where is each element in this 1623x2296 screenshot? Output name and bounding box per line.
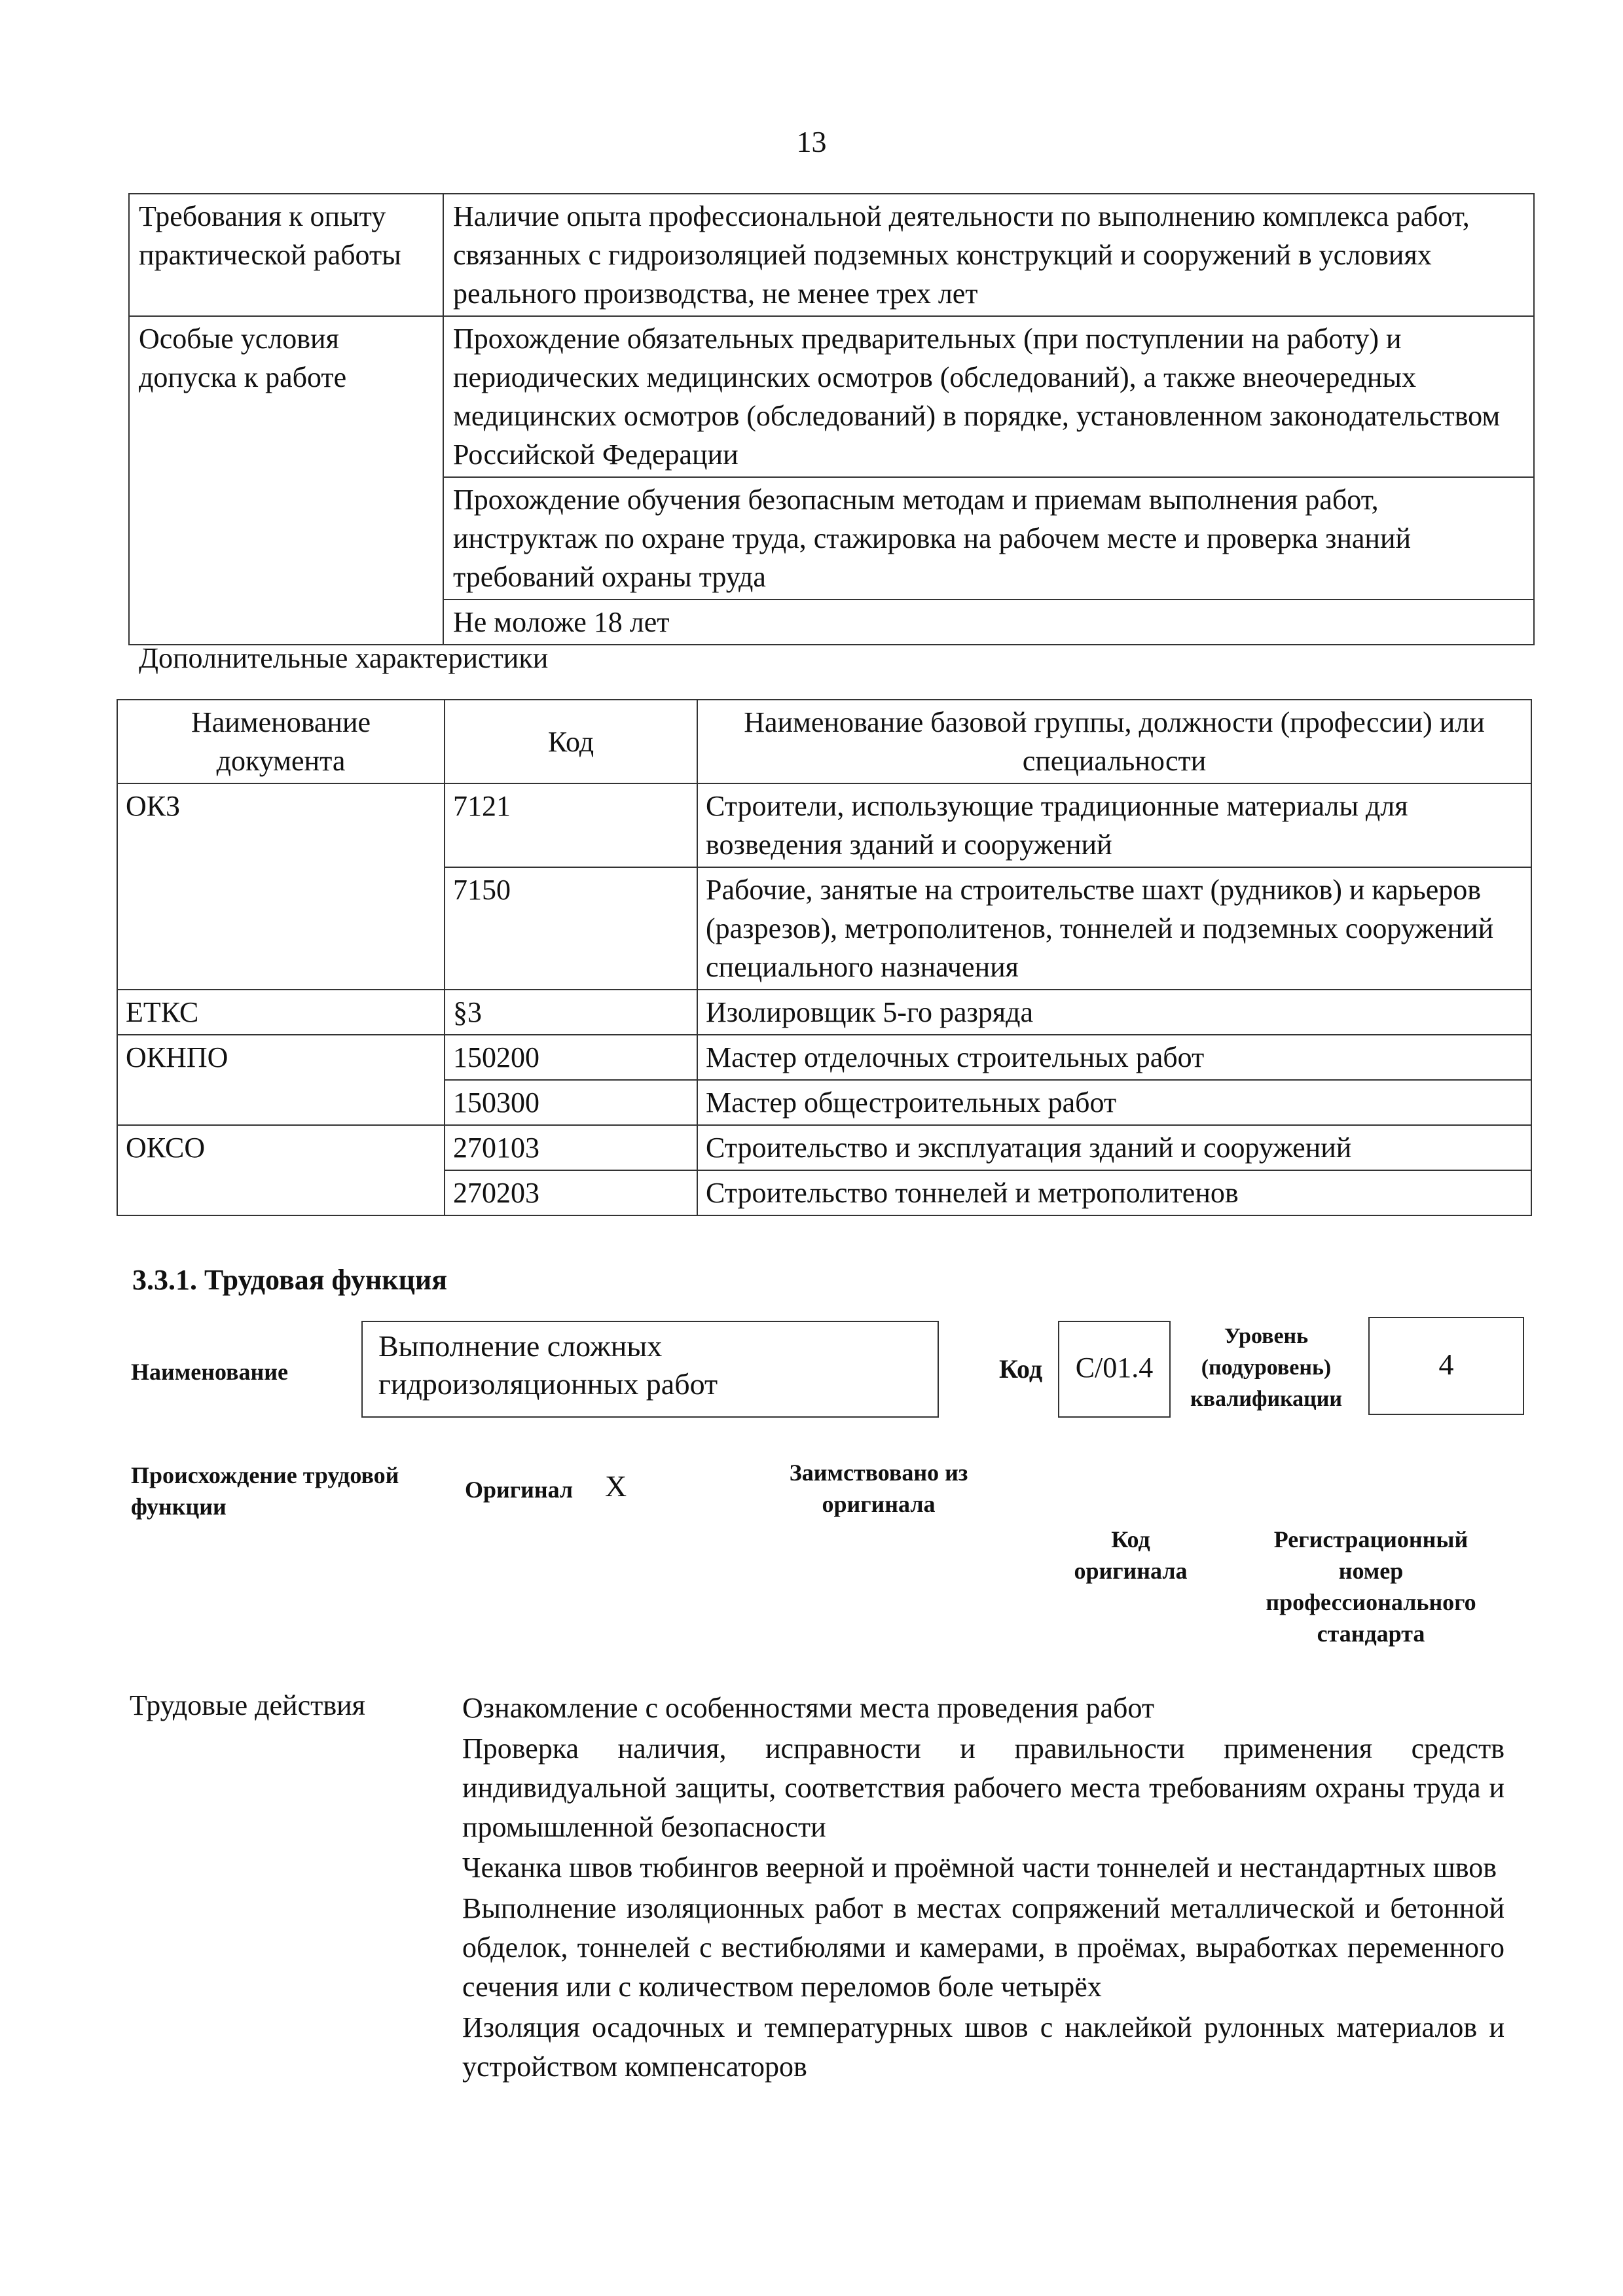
- table-header-row: [117, 700, 1531, 783]
- requirement-value: Прохождение обязательных предварительных (при поступлении на работу) и периодических медицинских осмотров (обследований), а также внеочередных медицинских осмотров (обследований) в порядке, установленном законодательством Российской Федерации: [443, 316, 1534, 477]
- list-item: Выполнение изоляционных работ в местах сопряжений металлической и бетонной обделок, тоннелей с вестибюлями и камерами, в проёмах, выработках переменного сечения или с количеством переломов боле четырёх: [462, 1892, 1504, 2003]
- original-mark: X: [605, 1469, 627, 1503]
- list-item: Чеканка швов тюбингов веерной и проёмной части тоннелей и нестандартных швов: [462, 1852, 1497, 1884]
- table-row: [129, 194, 1534, 316]
- level-label: Уровень (подуровень) квалификации: [1190, 1324, 1342, 1411]
- header-code: Код: [445, 700, 697, 783]
- list-item: Проверка наличия, исправности и правильности применения средств индивидуальной защиты, соответствия рабочего места требованиям охраны труда и промышленной безопасности: [462, 1732, 1504, 1843]
- requirement-value: Прохождение обучения безопасным методам и приемам выполнения работ, инструктаж по охране труда, стажировка на рабочем месте и проверка знаний требований охраны труда: [443, 477, 1534, 600]
- labor-actions-list: [462, 1689, 1504, 2088]
- additional-characteristics-title: Дополнительные характеристики: [139, 642, 549, 674]
- original-label: Оригинал: [465, 1477, 574, 1503]
- list-item: Ознакомление с особенностями места проведения работ: [462, 1692, 1155, 1724]
- section-title: 3.3.1. Трудовая функция: [132, 1264, 448, 1296]
- code-cell: 7150: [445, 867, 697, 990]
- doc-cell: ОКСО: [117, 1125, 445, 1215]
- name-label: Наименование: [131, 1359, 288, 1385]
- borrowed-label: Заимствовано из оригинала: [789, 1460, 968, 1517]
- name-cell: Строительство тоннелей и метрополитенов: [697, 1170, 1531, 1215]
- requirement-label: Требования к опыту практической работы: [129, 194, 443, 316]
- table-row: [117, 783, 1531, 867]
- header-document: Наименование документа: [117, 700, 445, 783]
- code-cell: 7121: [445, 783, 697, 867]
- labor-actions-label: Трудовые действия: [130, 1689, 365, 1721]
- requirement-label: Особые условия допуска к работе: [129, 316, 443, 645]
- code-cell: 150200: [445, 1035, 697, 1080]
- requirement-value: Не моложе 18 лет: [443, 600, 1534, 645]
- requirement-value: Наличие опыта профессиональной деятельности по выполнению комплекса работ, связанных с гидроизоляцией подземных конструкций и сооружений в условиях реального производства, не менее трех лет: [443, 194, 1534, 316]
- table-row: [129, 316, 1534, 477]
- additional-characteristics-table: [117, 699, 1532, 1216]
- name-cell: Строители, использующие традиционные материалы для возведения зданий и сооружений: [697, 783, 1531, 867]
- doc-cell: ОКЗ: [117, 783, 445, 990]
- reg-number-label: Регистрационный номер профессионального стандарта: [1266, 1526, 1476, 1647]
- table-row: [117, 1125, 1531, 1170]
- name-cell: Мастер общестроительных работ: [697, 1080, 1531, 1125]
- code-cell: 270103: [445, 1125, 697, 1170]
- header-name: Наименование базовой группы, должности (профессии) или специальности: [697, 700, 1531, 783]
- list-item: Изоляция осадочных и температурных швов с наклейкой рулонных материалов и устройством компенсаторов: [462, 2011, 1504, 2083]
- doc-cell: ОКНПО: [117, 1035, 445, 1125]
- table-row: [117, 1035, 1531, 1080]
- code-cell: 150300: [445, 1080, 697, 1125]
- requirements-table: [128, 193, 1535, 645]
- function-code-box: С/01.4: [1058, 1321, 1171, 1418]
- origin-label: Происхождение трудовой функции: [131, 1462, 399, 1520]
- page-number: 13: [796, 125, 827, 158]
- code-cell: §3: [445, 990, 697, 1035]
- doc-cell: ЕТКС: [117, 990, 445, 1035]
- name-cell: Рабочие, занятые на строительстве шахт (рудников) и карьеров (разрезов), метрополитенов, тоннелей и подземных сооружений специального назначения: [697, 867, 1531, 990]
- name-cell: Строительство и эксплуатация зданий и сооружений: [697, 1125, 1531, 1170]
- function-name-box: Выполнение сложных гидроизоляционных работ: [361, 1321, 939, 1418]
- orig-code-label: Код оригинала: [1074, 1526, 1188, 1584]
- code-label: Код: [999, 1354, 1043, 1384]
- name-cell: Изолировщик 5-го разряда: [697, 990, 1531, 1035]
- code-cell: 270203: [445, 1170, 697, 1215]
- name-cell: Мастер отделочных строительных работ: [697, 1035, 1531, 1080]
- table-row: [117, 990, 1531, 1035]
- level-value-box: 4: [1368, 1317, 1524, 1415]
